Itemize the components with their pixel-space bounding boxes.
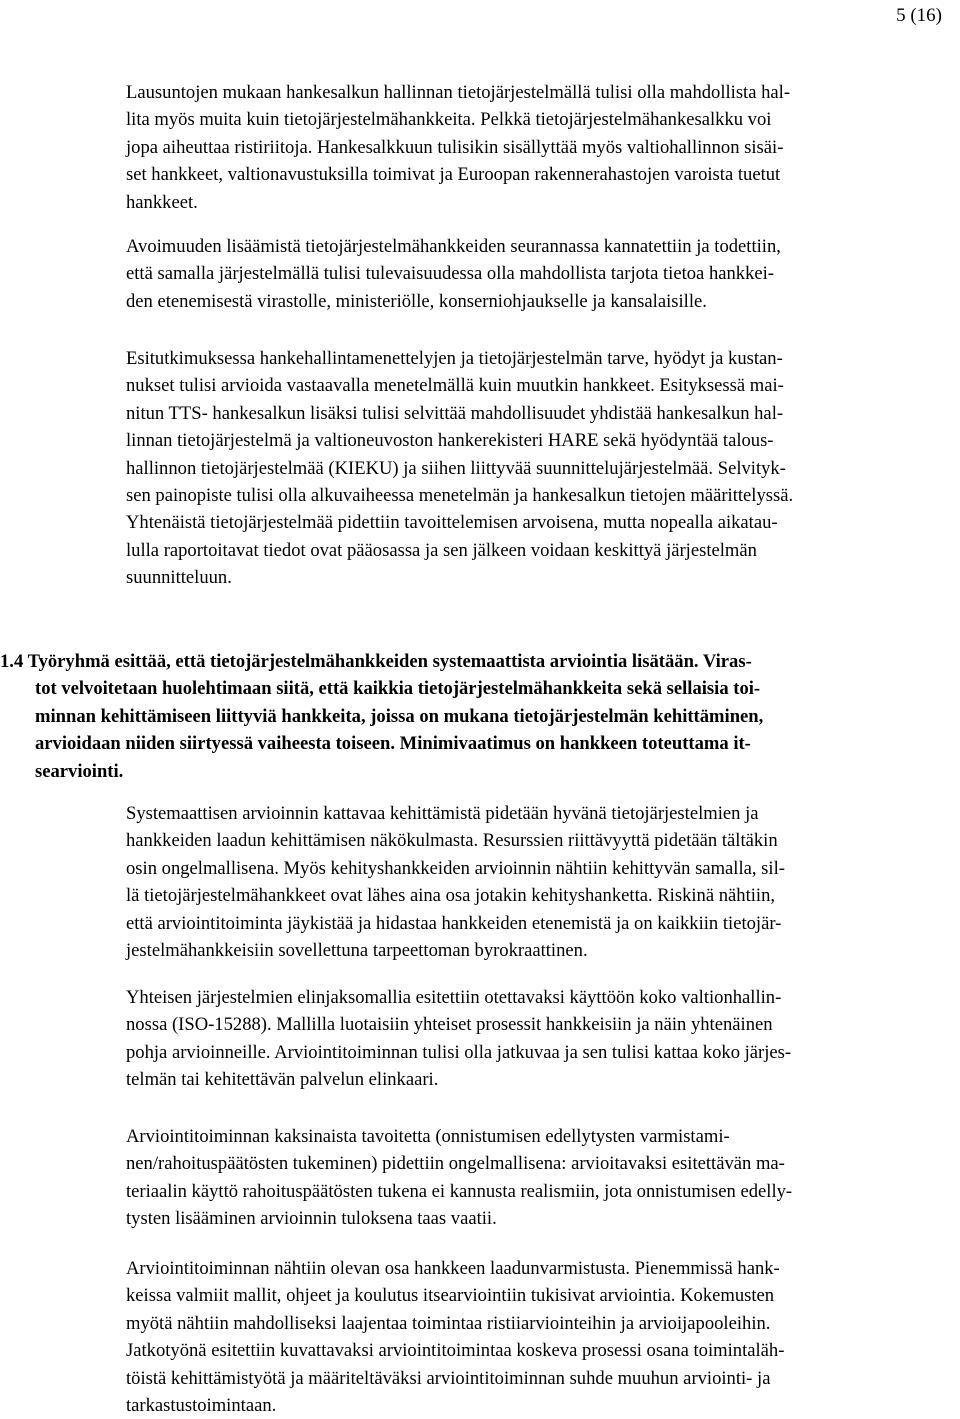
text-line: Avoimuuden lisäämistä tietojärjestelmähankkeiden seurannassa kannatettiin ja todettiin, bbox=[126, 236, 781, 257]
text-line: myötä nähtiin mahdolliseksi laajentaa toimintaa ristiiarviointeihin ja arvioijapooleihin. bbox=[126, 1312, 771, 1334]
text-line: hankkeiden laadun kehittämisen näkökulmasta. Resurssien riittävyyttä pidetään tältäkin bbox=[126, 830, 778, 852]
paragraph-2 bbox=[126, 233, 960, 315]
section-line: arvioidaan niiden siirtyessä vaiheesta toiseen. Minimivaatimus on hankkeen toteuttama it- bbox=[35, 733, 751, 755]
text-line: jopa aiheuttaa ristiriitoja. Hankesalkkuun tulisikin sisällyttää myös valtiohallinnon sisäi- bbox=[126, 136, 784, 158]
text-line: nen/rahoituspäätösten tukeminen) pidettiin ongelmallisena: arvioitavaksi esitettävän ma- bbox=[126, 1153, 785, 1175]
section-1-4 bbox=[0, 648, 960, 785]
text-line: että arviointitoiminta jäykistää ja hidastaa hankkeiden etenemistä ja on kaikkiin tietojär- bbox=[126, 912, 782, 934]
text-line: tysten lisääminen arvioinnin tuloksena taas vaatii. bbox=[126, 1208, 497, 1230]
text-line: Jatkotyönä esitettiin kuvattavaksi arviointitoimintaa koskeva prosessi osana toimintaläh- bbox=[126, 1340, 785, 1362]
paragraph-7 bbox=[126, 1255, 960, 1419]
text-line: lä tietojärjestelmähankkeet ovat lähes aina osa jotakin kehityshanketta. Riskinä nähtiin, bbox=[126, 885, 776, 907]
text-line: Arviointitoiminnan nähtiin olevan osa hankkeen laadunvarmistusta. Pienemmissä hank- bbox=[126, 1258, 780, 1279]
text-line: nukset tulisi arvioida vastaavalla menetelmällä kuin muutkin hankkeet. Esityksessä mai- bbox=[126, 375, 784, 397]
text-line: suunnitteluun. bbox=[126, 567, 232, 589]
paragraph-4 bbox=[126, 800, 960, 964]
text-line: nitun TTS- hankesalkun lisäksi tulisi selvittää mahdollisuudet yhdistää hankesalkun hal- bbox=[126, 402, 784, 424]
text-line: pohja arvioinneille. Arviointitoiminnan tulisi olla jatkuvaa ja sen tulisi kattaa koko järjes- bbox=[126, 1041, 792, 1063]
text-line: telmän tai kehitettävän palvelun elinkaari. bbox=[126, 1069, 439, 1091]
section-number: 1.4 bbox=[0, 651, 24, 672]
section-line: minnan kehittämiseen liittyviä hankkeita, joissa on mukana tietojärjestelmän kehittäminen, bbox=[35, 705, 764, 727]
text-line: set hankkeet, valtionavustuksilla toimivat ja Euroopan rakennerahastojen varoista tuetut bbox=[126, 164, 781, 186]
text-line: jestelmähankkeisiin sovellettuna tarpeettoman byrokraattinen. bbox=[126, 940, 588, 962]
text-line: sen painopiste tulisi olla alkuvaiheessa menetelmän ja hankesalkun tietojen määrittelyssä. bbox=[126, 485, 794, 507]
text-line: hallinnon tietojärjestelmää (KIEKU) ja siihen liittyvää suunnittelujärjestelmää. Selvityk- bbox=[126, 457, 786, 479]
text-line: nossa (ISO-15288). Mallilla luotaisiin yhteiset prosessit hankkeisiin ja näin yhtenäinen bbox=[126, 1014, 773, 1036]
text-line: Arviointitoiminnan kaksinaista tavoitetta (onnistumisen edellytysten varmistami- bbox=[126, 1126, 730, 1147]
text-line: Systemaattisen arvioinnin kattavaa kehittämistä pidetään hyvänä tietojärjestelmien ja bbox=[126, 803, 759, 824]
text-line: hankkeet. bbox=[126, 191, 198, 213]
text-line: töistä kehittämistyötä ja määriteltäväksi arviointitoiminnan suhde muuhun arviointi- ja bbox=[126, 1367, 771, 1389]
section-line: searviointi. bbox=[35, 760, 124, 782]
text-line: lita myös muita kuin tietojärjestelmähankkeita. Pelkkä tietojärjestelmähankesalkku voi bbox=[126, 109, 772, 131]
text-line: että samalla järjestelmällä tulisi tulevaisuudessa olla mahdollista tarjota tietoa hankkei- bbox=[126, 263, 774, 285]
text-line: teriaalin käyttö rahoituspäätösten tukena ei kannusta realismiin, jota onnistumisen edelly- bbox=[126, 1180, 793, 1202]
text-line: Lausuntojen mukaan hankesalkun hallinnan tietojärjestelmällä tulisi olla mahdollista hal- bbox=[126, 82, 791, 103]
text-line: Esitutkimuksessa hankehallintamenettelyjen ja tietojärjestelmän tarve, hyödyt ja kustan- bbox=[126, 348, 783, 369]
paragraph-3 bbox=[126, 345, 960, 592]
section-line bbox=[0, 648, 960, 675]
text-line: lulla raportoitavat tiedot ovat pääosassa ja sen jälkeen voidaan keskittyä järjestelmän bbox=[126, 539, 757, 561]
text-line: osin ongelmallisena. Myös kehityshankkeiden arvioinnin nähtiin kehittyvän samalla, sil- bbox=[126, 857, 785, 879]
text-line: linnan tietojärjestelmä ja valtioneuvoston hankerekisteri HARE sekä hyödyntää talous- bbox=[126, 430, 774, 452]
text-line: tarkastustoimintaan. bbox=[126, 1395, 277, 1417]
text-line: keissa valmiit mallit, ohjeet ja koulutus itsearviointiin tukisivat arviointia. Kokemusten bbox=[126, 1285, 775, 1307]
section-text: Työryhmä esittää, että tietojärjestelmähankkeiden systemaattista arviointia lisätään. Viras- bbox=[27, 651, 752, 672]
text-line: Yhtenäistä tietojärjestelmää pidettiin tavoittelemisen arvoisena, mutta nopealla aikatau- bbox=[126, 512, 778, 534]
page-number: 5 (16) bbox=[896, 5, 942, 26]
paragraph-6 bbox=[126, 1123, 960, 1233]
paragraph-1 bbox=[126, 79, 960, 216]
section-line: tot velvoitetaan huolehtimaan siitä, että kaikkia tietojärjestelmähankkeita sekä sellaisia toi- bbox=[35, 678, 761, 700]
paragraph-5 bbox=[126, 984, 960, 1094]
text-line: Yhteisen järjestelmien elinjaksomallia esitettiin otettavaksi käyttöön koko valtionhallin- bbox=[126, 987, 782, 1008]
text-line: den etenemisestä virastolle, ministeriölle, konserniohjaukselle ja kansalaisille. bbox=[126, 290, 707, 312]
